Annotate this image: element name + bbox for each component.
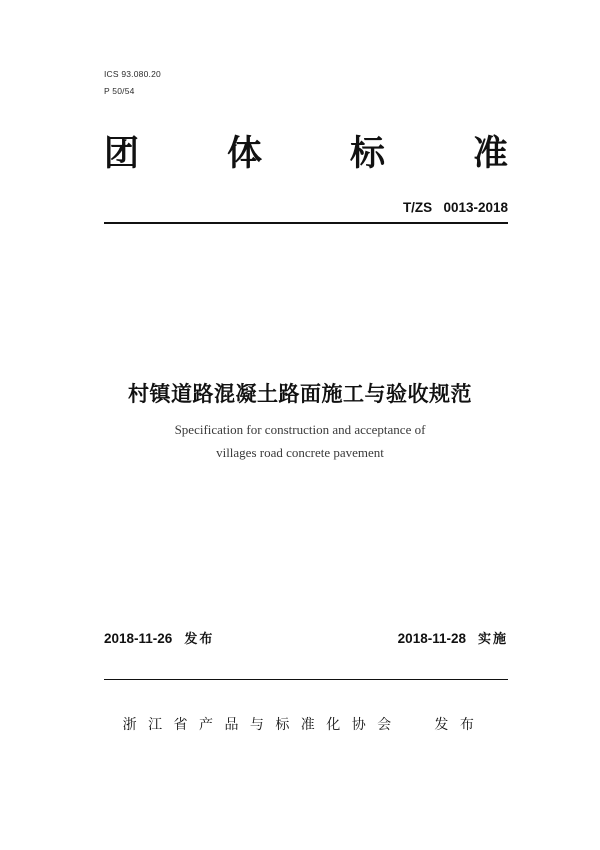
standard-number: T/ZS 0013-2018	[402, 200, 508, 215]
standard-type-char-2: 体	[226, 134, 262, 174]
document-title-cn: 村镇道路混凝土路面施工与验收规范	[128, 382, 472, 406]
standard-type-char-1: 团	[104, 134, 140, 174]
document-title-en-line-1: Specification for construction and acceptance of	[174, 422, 426, 437]
standard-type-char-3: 标	[349, 134, 385, 174]
implement-date-value: 2018-11-28	[397, 631, 466, 646]
ics-classification-block	[104, 66, 161, 100]
header-divider	[104, 222, 508, 224]
standard-type-char-4: 准	[472, 134, 508, 174]
issue-date-label: 发布	[184, 632, 215, 647]
document-title-en	[0, 418, 600, 464]
standard-type-heading	[104, 126, 508, 176]
implement-date-label: 实施	[477, 632, 508, 647]
publisher-name: 浙 江 省 产 品 与 标 准 化 协 会 发 布	[122, 717, 478, 733]
document-title-en-line-2: villages road concrete pavement	[216, 445, 384, 460]
issue-date-value: 2018-11-26	[104, 631, 173, 646]
footer-divider	[104, 679, 508, 680]
ccs-code: P 50/54	[104, 86, 135, 96]
implement-date-group	[398, 628, 508, 647]
dates-row	[104, 628, 508, 647]
ics-code: ICS 93.080.20	[104, 69, 161, 79]
issue-date-group	[104, 628, 214, 647]
